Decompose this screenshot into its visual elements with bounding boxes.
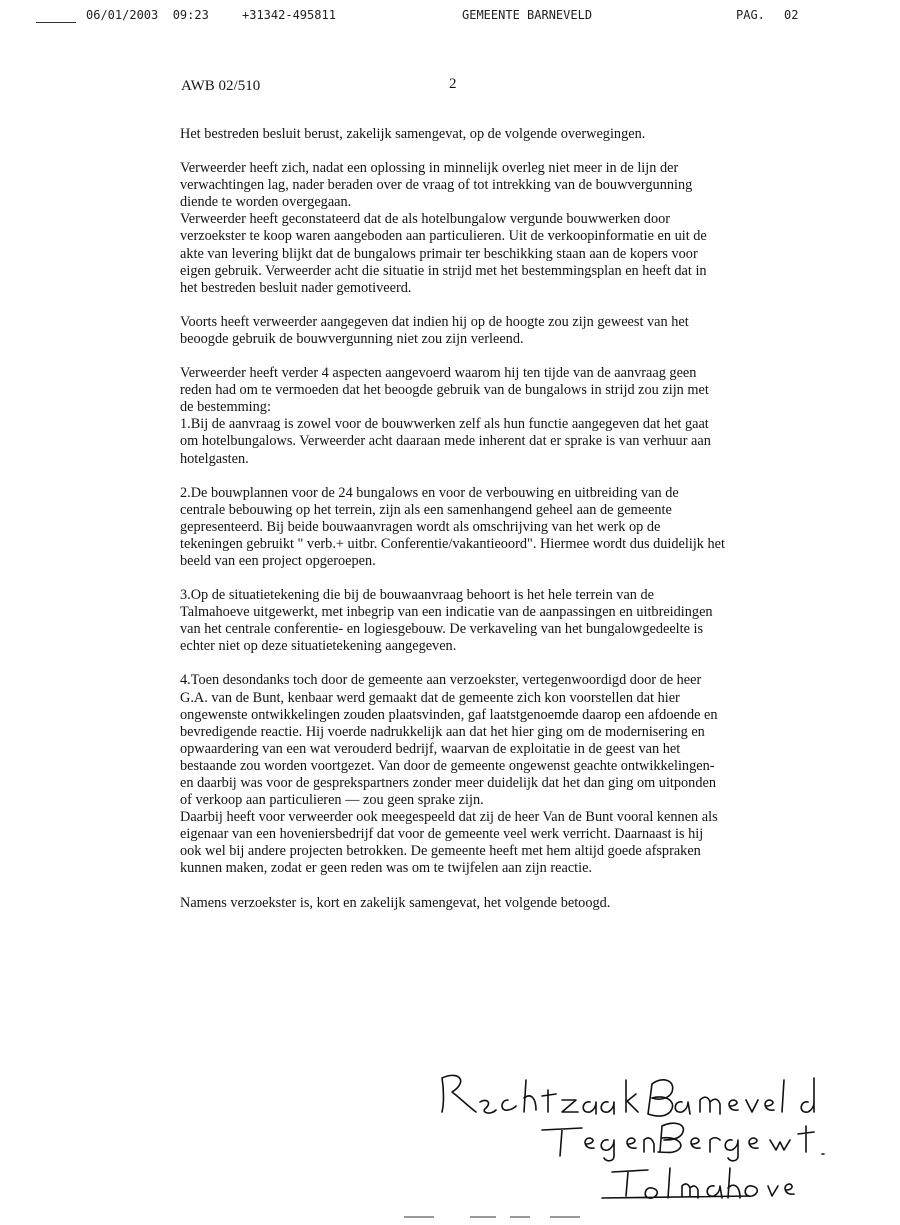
paragraph-aspect-3: 3.Op de situatietekening die bij de bouwaanvraag behoort is het hele terrein van de Talmahoeve uitgewerkt, met inbegrip van een indicatie van de aanpassingen en uitbreidingen van het centrale conferentie- en logiesgebouw. De verkaveling van het bungalowgedeelte is echter niet op deze situatietekening aangegeven. xyxy=(180,587,713,655)
fax-phone: +31342-495811 xyxy=(242,8,336,22)
fax-header xyxy=(0,6,900,30)
footer-marks xyxy=(400,1214,600,1220)
paragraph-aspect-1: 1.Bij de aanvraag is zowel voor de bouwwerken zelf als hun functie aangegeven dat het gaat om hotelbungalows. Verweerder acht daaraan mede inherent dat er sprake is van verhuur aan hotelgasten. xyxy=(180,416,711,467)
paragraph-3: Voorts heeft verweerder aangegeven dat indien hij op de hoogte zou zijn geweest van het beoogde gebruik de bouwvergunning niet zou zijn verleend. xyxy=(180,313,689,347)
paragraph-5: Daarbij heeft voor verweerder ook meegespeeld dat zij de heer Van de Bunt vooral kennen als eigenaar van een hoveniersbedrijf dat voor de gemeente veel werk verricht. Daarnaast is hij ook wel bij andere projecten betrokken. De gemeente heeft met hem altijd goede afspraken kunnen maken, zodat er geen reden was om te twijfelen aan zijn reactie. xyxy=(180,809,718,877)
paragraph-aspect-2: 2.De bouwplannen voor de 24 bungalows en voor de verbouwing en uitbreiding van de centrale bebouwing op het terrein, zijn als een samenhangend geheel aan de gemeente gepresenteerd. Bij beide bouwaanvragen wordt als omschrijving van het werk op de tekeningen gebruikt " verb.+ uitbr. Conferentie/vakantieoord". Hiermee wordt dus duidelijk het beeld van een project opgeroepen. xyxy=(180,484,725,569)
paragraph-2: Verweerder heeft geconstateerd dat de als hotelbungalow vergunde bouwwerken door verzoekster te koop waren aangeboden aan particulieren. Uit de verkoopinformatie en uit de akte van levering blijkt dat de bungalows primair ter beschikking staan aan de kopers voor eigen gebruik. Verweerder acht die situatie in strijd met het bestemmingsplan en heeft dat in het bestreden besluit nader gemotiveerd. xyxy=(180,211,707,296)
fax-page-number: 02 xyxy=(784,8,799,22)
paragraph-1: Verweerder heeft zich, nadat een oplossing in minnelijk overleg niet meer in de lijn der verwachtingen lag, nader beraden over de vraag of tot intrekking van de bouwvergunning diende te worden overgegaan. xyxy=(180,160,693,211)
paragraph-aspect-4: 4.Toen desondanks toch door de gemeente aan verzoekster, vertegenwoordigd door de heer G.A. van de Bunt, kenbaar werd gemaakt dat de gemeente zich kon voorstellen dat hier ongewenste ontwikkelingen zouden plaatsvinden, gaf laatstgenoemde daarop een afdoende en bevredigende reactie. Hij voerde nadrukkelijk aan dat het hier ging om de modernisering en opwaardering van een wat verouderd bedrijf, waarvan de exploitatie in de geest van het bestaande zou worden voortgezet. Van door de gemeente ongewenst geachte ontwikkelingen- en daarbij was voor de gesprekspartners zonder meer duidelijk dat het dan ging om uitponden of verkoop aan particulieren — zou geen sprake zijn. xyxy=(180,672,718,809)
fax-sender: GEMEENTE BARNEVELD xyxy=(462,8,593,22)
fax-page-label: PAG. xyxy=(736,8,765,22)
document-body xyxy=(180,126,725,929)
handwritten-note xyxy=(430,1060,850,1200)
document-page-number: 2 xyxy=(449,76,457,92)
paragraph-closing: Namens verzoekster is, kort en zakelijk samengevat, het volgende betoogd. xyxy=(180,894,611,911)
handwritten-note-drawing xyxy=(430,1060,850,1200)
paragraph-intro: Het bestreden besluit berust, zakelijk samengevat, op de volgende overwegingen. xyxy=(180,126,646,142)
document-reference: AWB 02/510 xyxy=(181,78,261,94)
paragraph-4: Verweerder heeft verder 4 aspecten aangevoerd waarom hij ten tijde van de aanvraag geen reden had om te vermoeden dat het beoogde gebruik van de bungalows in strijd zou zijn met de bestemming: xyxy=(180,365,709,416)
fax-datetime: 06/01/2003 09:23 xyxy=(86,8,209,22)
header-mark xyxy=(36,22,76,23)
